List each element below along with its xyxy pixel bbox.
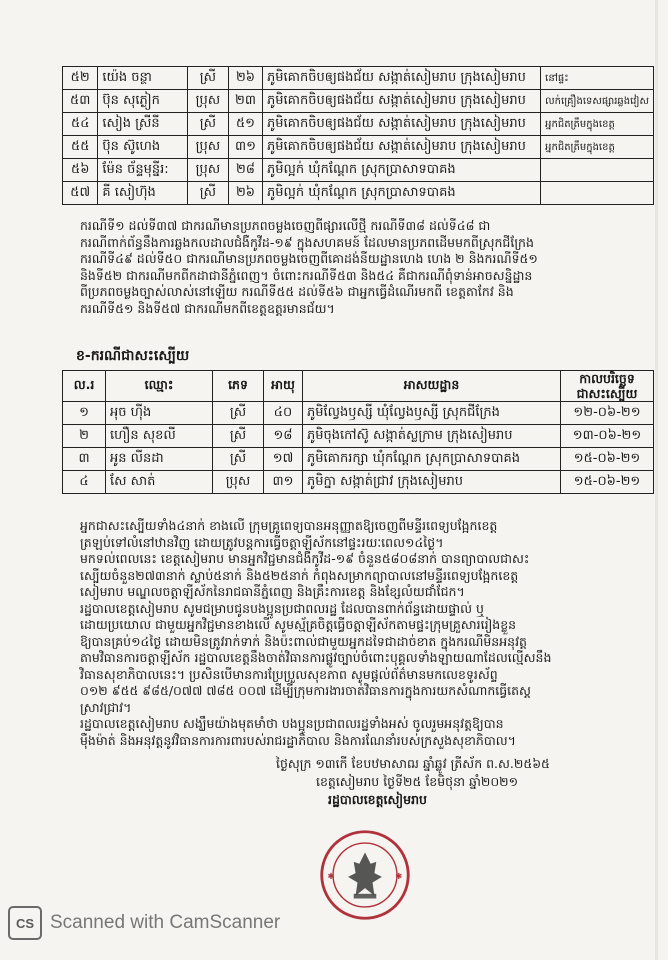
text-line: ស្បើយចំនួន២៧៣នាក់ ស្លាប់៥នាក់ និង៥២៥នាក់ កំពុងសម្រាកព្យាបាលនៅមន្ទីរពេទ្យបង្អែកខេត្ត xyxy=(80,567,519,583)
case-address: ភូមិល្អក់ ឃុំកណ្តែក ស្រុកប្រាសាទបាគង xyxy=(262,159,540,182)
date-place: ខេត្តសៀមរាប ថ្ងៃទី២៥ ខែមិថុនា ឆ្នាំ២០២១ xyxy=(316,774,519,789)
case-name: ប៊ុន សុភ្ងៀក xyxy=(98,90,187,113)
col-address: អាសយដ្ឋាន xyxy=(303,371,561,402)
text-line: ករណីពាក់ព័ន្ធនឹងការឆ្លងកលដាលជំងឺកូវីដ-១៩ ក្នុងសហគមន៍ ដែលមានប្រភពដើមមកពីស្រុកជីក្រែង xyxy=(80,234,534,250)
case-sex: ស្រី xyxy=(187,182,228,205)
recovered-number: ៣ xyxy=(63,448,106,471)
case-note xyxy=(541,159,654,182)
text-line: មកទល់ពេលនេះ ខេត្តសៀមរាប មានអ្នកវិជ្ជមានជំងឺកូវីដ-១៩ ចំនួន៥៨០៨នាក់ បានព្យាបាលជាសះ xyxy=(80,551,530,566)
case-address: ភូមិគោកចិបឲ្យផងជ័យ សង្កាត់សៀមរាប ក្រុងសៀមរាប xyxy=(262,67,540,90)
text-line: រដ្ឋបាលខេត្តសៀមរាប សូមជម្រាបជូនបងប្អូនប្រជាពលរដ្ឋ ដែលបានពាក់ព័ន្ធដោយផ្ទាល់ ឬ xyxy=(80,600,484,616)
recovered-number: ៤ xyxy=(63,471,106,494)
recovered-row xyxy=(63,425,654,448)
text-line: ដោយប្រយោល ជាមួយអ្នកវិជ្ជមានខាងលើ សូមស្ម័គ្រចិត្តធ្វើចត្តាឡីស័កតាមផ្ទះក្រុមគ្រួសាររៀងខ្លួន xyxy=(80,617,517,632)
col-name: ឈ្មោះ xyxy=(106,371,213,402)
text-line: និងទី៥២ ជាករណីមកពីកដាជានីភ្នំពេញ។ ចំពោះករណីទី៥៣ និង៥៤ គឺជាករណីពុំទាន់អាចសន្និដ្ឋាន xyxy=(80,267,533,283)
text-line: ម៉ឺងម៉ាត់ និងអនុវត្តនូវវិធានការការពារបស់រាជរដ្ឋាភិបាល និងការណែនាំរបស់ក្រសួងសុខាភិបាល។ xyxy=(80,732,516,748)
col-recovery-date: កាលបរិច្ឆេទ ជាសះស្បើយ xyxy=(561,371,654,402)
page-edge xyxy=(655,0,658,960)
case-age: ២៨ xyxy=(229,159,263,182)
text-line: វិធានសុខាភិបាលនេះ។ ប្រសិនបើមានការប្រែប្រួលសុខភាព សូមផ្ដល់ព័ត៌មានមកលេខទូរស័ព្ទ xyxy=(80,666,498,682)
case-number: ៥៧ xyxy=(63,182,98,205)
col-no: ល.រ xyxy=(63,371,106,402)
recovered-sex: ស្រី xyxy=(213,425,264,448)
case-address: ភូមិគោកចិបឲ្យផងជ័យ សង្កាត់សៀមរាប ក្រុងសៀមរាប xyxy=(262,113,540,136)
recovered-sex: ស្រី xyxy=(213,402,264,425)
camscanner-text: Scanned with CamScanner xyxy=(50,912,281,933)
case-sex: ប្រុស xyxy=(187,90,228,113)
case-age: ២៦ xyxy=(229,182,263,205)
recovered-heading: ខ-ករណីជាសះស្បើយ xyxy=(76,348,190,364)
cases-table xyxy=(62,66,654,205)
case-name: ម៉ែន ច័ន្ទមុន្នីរ: xyxy=(98,159,187,182)
case-sex: ស្រី xyxy=(187,67,228,90)
recovered-date: ១៥-០៦-២១ xyxy=(561,471,654,494)
text-line: ០១២ ៩៥៥ ៩៨៥/០៧៧ ៧៨៥ ០០៧ ដើម្បីក្រុមការងារចាត់វិធានការក្នុងការយកសំណាកធ្វើតេស្ត xyxy=(80,683,531,698)
case-note: អ្នកជិតត្រឹមក្នុងខេត្ត xyxy=(541,136,654,159)
case-sex: ប្រុស xyxy=(187,159,228,182)
recovered-age: ៤០ xyxy=(264,402,303,425)
case-address: ភូមិល្អក់ ឃុំកណ្តែក ស្រុកប្រាសាទបាគង xyxy=(262,182,540,205)
text-line: ពីប្រភពចម្លងច្បាស់លាស់នៅឡើយ ករណីទី៥៥ ដល់ទី៥៦ ជាអ្នកធ្វើដំណើរមកពី ខេត្តតាកែវ និង xyxy=(80,284,514,299)
case-note: នៅផ្ទះ xyxy=(541,67,654,90)
recovered-name: អុច ហ៊ីង xyxy=(106,402,213,425)
recovered-name: អូន លីនដា xyxy=(106,448,213,471)
recovered-name: សែ សាត់ xyxy=(106,471,213,494)
paragraph-case-sources xyxy=(80,218,640,317)
recovered-address: ភូមិល្វែងឫស្សី ឃុំល្វែងឫស្សី ស្រុកជីក្រែង xyxy=(303,402,561,425)
text-line: តាមវិធានការចត្តាឡីស័ក រដ្ឋបាលខេត្តនឹងចាត់វិធានការផ្លូវច្បាប់ចំពោះបុគ្គលទាំងឡាយណាដែលល្មើសនឹង xyxy=(80,650,552,665)
case-number: ៥៣ xyxy=(63,90,98,113)
text-line: រដ្ឋបាលខេត្តសៀមរាប សង្ឃឹមយ៉ាងមុតមាំថា បងប្អូនប្រជាពលរដ្ឋទាំងអស់ ចូលរួមអនុវត្តឱ្យបាន xyxy=(80,716,504,731)
date-lunar: ថ្ងៃសុក្រ ១៣កើ ខែបឋមាសាឍ ឆ្នាំឆ្លូវ ត្រីស័ក ព.ស.២៥៦៥ xyxy=(276,756,550,771)
case-row xyxy=(63,67,654,90)
text-line: ឱ្យបានគ្រប់១៤ថ្ងៃ ដោយមិនត្រូវរាក់ទាក់ និងប៉ះពាល់ជាមួយអ្នកដទៃជាដាច់ខាត ក្នុងករណីមិនអនុវត្ត xyxy=(80,633,527,649)
recovered-date: ១២-០៦-២១ xyxy=(561,402,654,425)
case-age: ២៦ xyxy=(229,67,263,90)
recovered-address: ភូមិគោករក្សា ឃុំកណ្តែក ស្រុកប្រាសាទបាគង xyxy=(303,448,561,471)
text-line: ករណីទី៤៩ ដល់ទី៥០ ជាករណីមានប្រភពចម្លងចេញពីគោដង់នីយដ្ឋានហេង ហេង ២ និងករណីទី៥១ xyxy=(80,251,538,266)
text-line: ករណីទី៥១ និងទី៥៧ ជាករណីមកពីខេត្តឧត្តរមានជ័យ។ xyxy=(80,300,335,316)
case-name: គី សៀហ៊ុង xyxy=(98,182,187,205)
case-row xyxy=(63,182,654,205)
case-number: ៥៥ xyxy=(63,136,98,159)
text-line: ស្រាវជ្រាវ។ xyxy=(80,699,132,715)
recovered-name: ហឿន សុខលី xyxy=(106,425,213,448)
case-age: ៣១ xyxy=(229,136,263,159)
recovered-row xyxy=(63,471,654,494)
svg-text:✱: ✱ xyxy=(327,870,335,881)
case-number: ៥៦ xyxy=(63,159,98,182)
recovered-number: ១ xyxy=(63,402,106,425)
case-row xyxy=(63,90,654,113)
case-age: ៥១ xyxy=(229,113,263,136)
case-row xyxy=(63,136,654,159)
text-line: អ្នកជាសះស្បើយទាំង៤នាក់ ខាងលើ ក្រុមគ្រូពេទ្យបានអនុញ្ញាតឱ្យចេញពីមន្ទីរពេទ្យបង្អែកខេត្ត xyxy=(80,518,498,533)
case-number: ៥២ xyxy=(63,67,98,90)
recovered-address: ភូមិក្នា សង្កាត់ជ្រាវ ក្រុងសៀមរាប xyxy=(303,471,561,494)
case-sex: ប្រុស xyxy=(187,136,228,159)
svg-text:✱: ✱ xyxy=(395,870,403,881)
recovered-age: ១៧ xyxy=(264,448,303,471)
case-address: ភូមិគោកចិបឲ្យផងជ័យ សង្កាត់សៀមរាប ក្រុងសៀមរាប xyxy=(262,90,540,113)
scanner-watermark xyxy=(8,906,280,940)
text-line: សៀមរាប មណ្ឌលចត្តាឡីស័កនៃរាជធានីភ្នំពេញ និងគ្រឹះការខេត្ត និងខ្សែលំយជាំជែក។ xyxy=(80,584,465,599)
recovered-age: ១៨ xyxy=(264,425,303,448)
recovered-date: ១៥-០៦-២១ xyxy=(561,448,654,471)
case-note xyxy=(541,182,654,205)
paragraph-guidance xyxy=(80,518,640,749)
recovered-number: ២ xyxy=(63,425,106,448)
recovered-address: ភូមិចុងកៅស៊ូ សង្កាត់ស្លក្រាម ក្រុងសៀមរាប xyxy=(303,425,561,448)
camscanner-logo-icon: CS xyxy=(8,906,42,940)
col-sex: ភេទ xyxy=(213,371,264,402)
case-sex: ស្រី xyxy=(187,113,228,136)
case-row xyxy=(63,113,654,136)
recovered-row xyxy=(63,402,654,425)
case-note: លក់គ្រឿងទេសផ្សារឆ្លងវៀស xyxy=(541,90,654,113)
case-name: សៀង ស្រីនី xyxy=(98,113,187,136)
case-name: យ៉េង ចន្ថា xyxy=(98,67,187,90)
case-row xyxy=(63,159,654,182)
recovered-date: ១៣-០៦-២១ xyxy=(561,425,654,448)
case-age: ២៣ xyxy=(229,90,263,113)
issuer-title: រដ្ឋបាលខេត្តសៀមរាប xyxy=(328,792,427,807)
recovered-table xyxy=(62,370,654,494)
recovered-row xyxy=(63,448,654,471)
case-note: អ្នកជិតត្រឹមក្នុងខេត្ត xyxy=(541,113,654,136)
case-address: ភូមិគោកចិបឲ្យផងជ័យ សង្កាត់សៀមរាប ក្រុងសៀមរាប xyxy=(262,136,540,159)
official-seal-icon xyxy=(318,828,412,922)
col-age: អាយុ xyxy=(264,371,303,402)
text-line: ត្រឡប់ទៅលំនៅឋានវិញ ដោយត្រូវបន្តការធ្វើចត្តាឡីស័កនៅផ្ទះរយៈពេល១៤ថ្ងៃ។ xyxy=(80,534,444,550)
text-line: ករណីទី១ ដល់ទី៣៧ ជាករណីមានប្រភពចម្លងចេញពីផ្សារលើថ្មី ករណីទី៣៨ ដល់ទី៤៨ ជា xyxy=(80,218,491,233)
case-name: ប៊ុន ស៊ូហេង xyxy=(98,136,187,159)
recovered-age: ៣១ xyxy=(264,471,303,494)
case-number: ៥៤ xyxy=(63,113,98,136)
recovered-sex: ស្រី xyxy=(213,448,264,471)
recovered-sex: ប្រុស xyxy=(213,471,264,494)
